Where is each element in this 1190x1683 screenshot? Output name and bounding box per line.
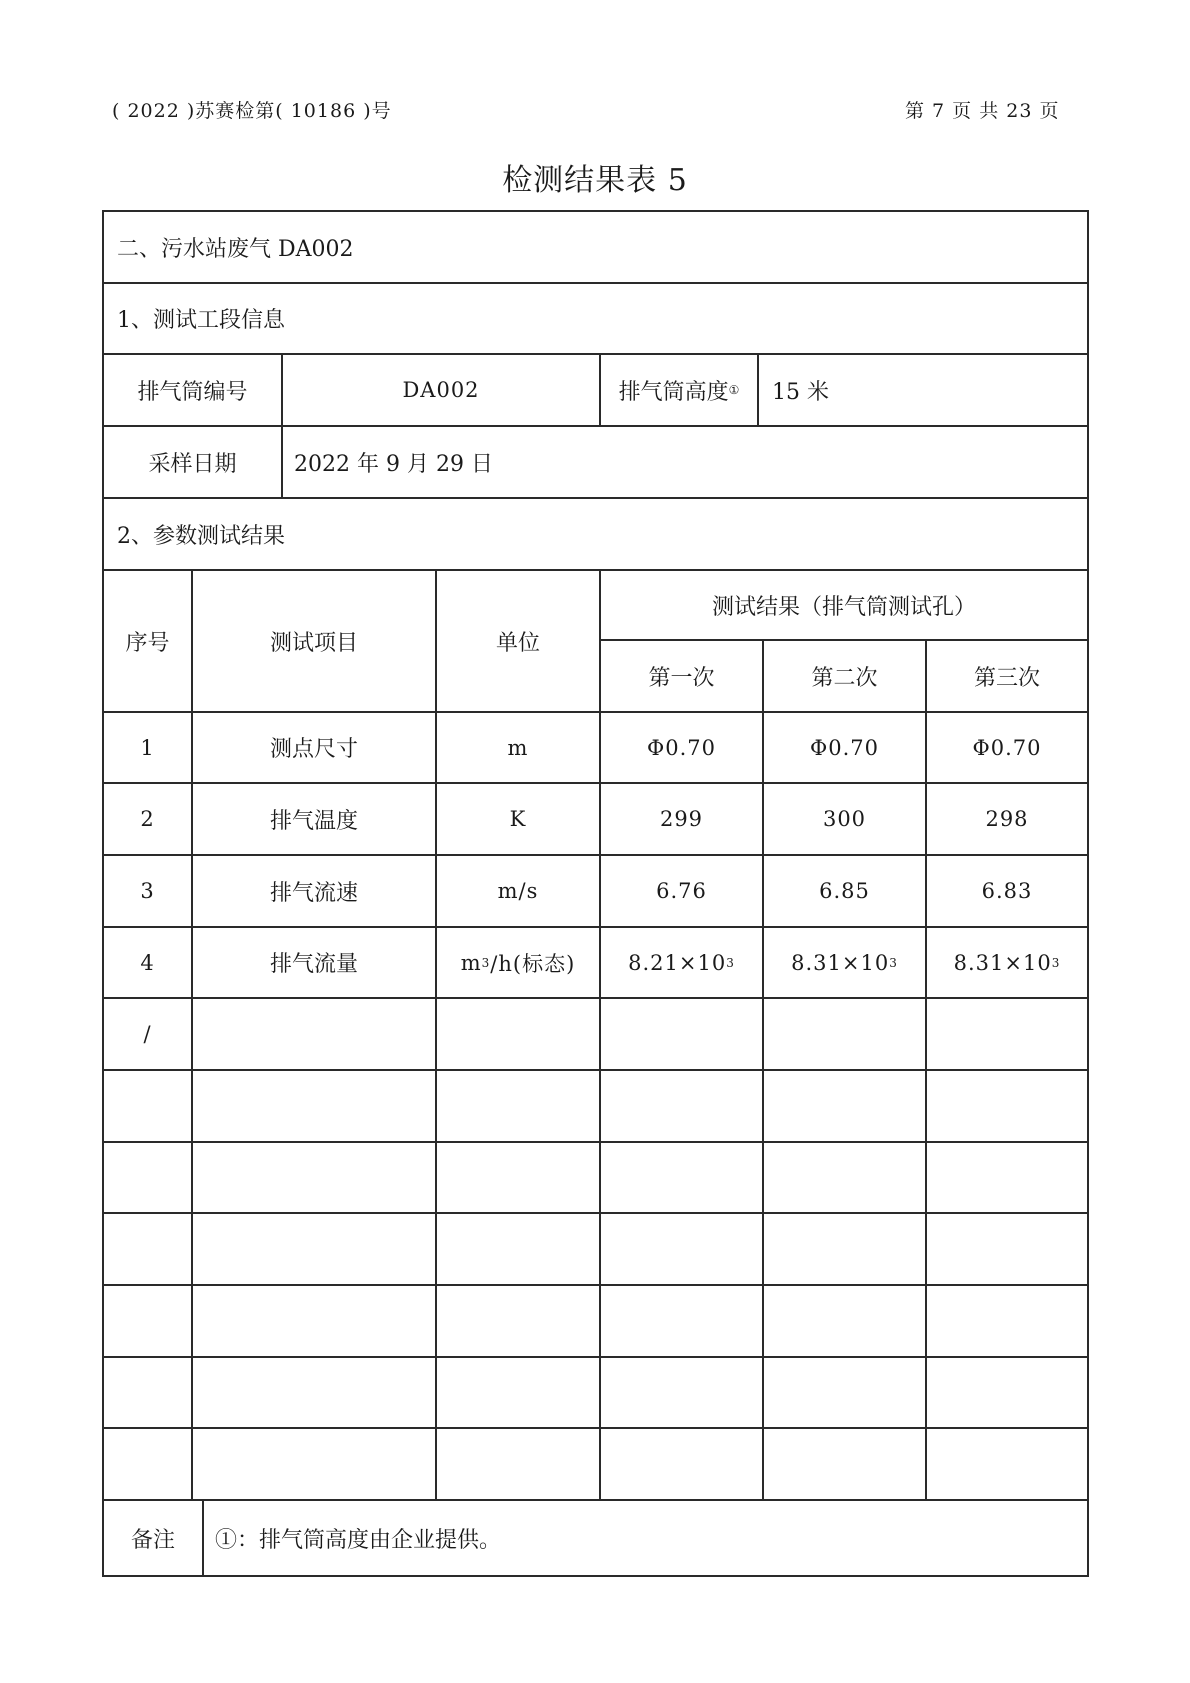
header-result-group: 测试结果（排气筒测试孔）	[711, 594, 976, 620]
row3-value-2: 6.85	[819, 879, 870, 903]
params-heading: 2、参数测试结果	[117, 523, 285, 549]
stack-height-label-text: 排气筒高度	[618, 379, 729, 405]
sample-date-label: 采样日期	[148, 451, 237, 477]
header-seq: 序号	[125, 630, 170, 656]
header-item: 测试项目	[269, 630, 358, 656]
header-run-1: 第一次	[648, 665, 715, 691]
report-number: ( 2022 )苏赛检第( 10186 )号	[112, 100, 392, 122]
header-unit: 单位	[495, 630, 540, 656]
row4-unit: m 3 /h(标态)	[436, 927, 600, 998]
row2-value-3: 298	[985, 807, 1029, 831]
page-indicator: 第 7 页 共 23 页	[905, 100, 1060, 122]
stack-number-value: DA002	[402, 378, 480, 402]
row4-value-1-mantissa: 8.21×10	[628, 950, 727, 975]
header-run-2: 第二次	[811, 665, 878, 691]
row1-value-3: Φ0.70	[972, 735, 1042, 760]
stack-height-value: 15 米	[772, 379, 829, 405]
row4-unit-rest: /h(标态)	[490, 951, 576, 976]
row4-value-3-mantissa: 8.31×10	[953, 950, 1052, 975]
sample-date-value: 2022 年 9 月 29 日	[294, 451, 493, 477]
empty-row-mark: /	[143, 1022, 152, 1046]
row4-value-2-mantissa: 8.31×10	[791, 950, 890, 975]
row2-unit: K	[509, 807, 527, 831]
row2-value-2: 300	[822, 807, 867, 831]
row1-seq: 1	[140, 735, 155, 760]
page-title: 检测结果表 5	[502, 163, 688, 198]
row4-unit-base: m	[460, 950, 482, 975]
row1-item: 测点尺寸	[269, 737, 358, 762]
row4-value-3: 8.31×10 3	[953, 950, 1061, 975]
row2-value-1: 299	[659, 807, 704, 831]
stack-number-label: 排气筒编号	[137, 379, 248, 405]
row3-value-3: 6.83	[981, 879, 1033, 903]
row4-value-2: 8.31×10 3	[791, 950, 898, 975]
row2-item: 排气温度	[269, 808, 358, 834]
row3-unit: m/s	[497, 879, 539, 903]
segment-heading: 1、测试工段信息	[117, 308, 285, 333]
row3-item: 排气流速	[269, 880, 358, 906]
row3-seq: 3	[140, 879, 155, 903]
section-heading: 二、污水站废气 DA002	[117, 236, 354, 262]
row1-value-1: Φ0.70	[647, 735, 716, 760]
header-run-3: 第三次	[973, 665, 1040, 691]
row2-seq: 2	[140, 807, 155, 831]
row4-value-1: 8.21×10 3	[628, 950, 735, 975]
row4-seq: 4	[140, 950, 155, 975]
row1-value-2: Φ0.70	[810, 735, 879, 760]
remarks-text: ①：排气筒高度由企业提供。	[215, 1527, 502, 1553]
row3-value-1: 6.76	[656, 879, 707, 903]
row1-unit: m	[507, 735, 529, 760]
remarks-label: 备注	[130, 1527, 175, 1553]
stack-height-label: 排气筒高度 ①	[600, 354, 758, 426]
row4-item: 排气流量	[269, 952, 358, 977]
